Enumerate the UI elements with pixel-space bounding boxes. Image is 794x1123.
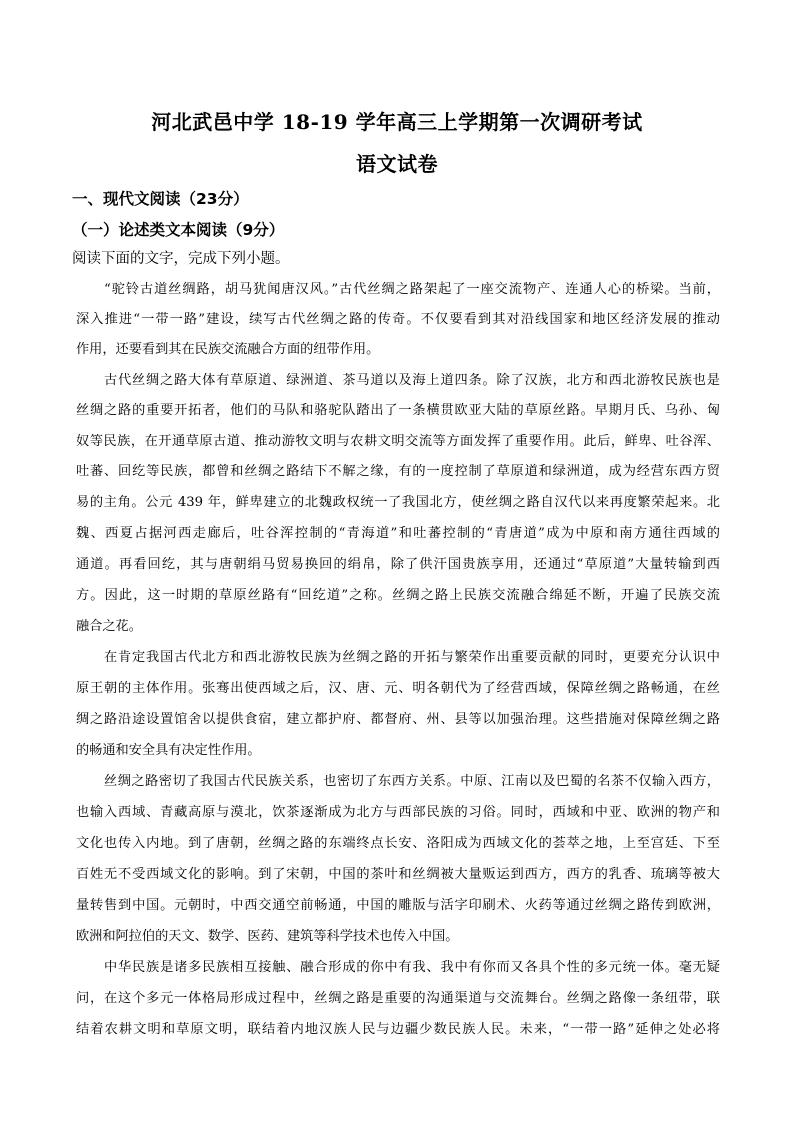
passage-line: 易的主角。公元 439 年，鲜卑建立的北魏政权统一了我国北方，使丝绸之路自汉代以来再度繁荣起来。北 bbox=[76, 495, 720, 510]
reading-instruction: 阅读下面的文字，完成下列小题。 bbox=[72, 251, 290, 267]
passage-line: 丝绸之路密切了我国古代民族关系，也密切了东西方关系。中原、江南以及巴蜀的名茶不仅输入西方， bbox=[104, 774, 720, 789]
passage-line: 也输入西域、青藏高原与漠北，饮茶逐渐成为北方与西部民族的习俗。同时，西域和中亚、欧洲的物产和 bbox=[76, 805, 720, 820]
passage-line: 作用，还要看到其在民族交流融合方面的纽带作用。 bbox=[76, 342, 380, 357]
passage-line: 丝绸之路的重要开拓者，他们的马队和骆驼队踏出了一条横贯欧亚大陆的草原丝路。早期月氏、乌孙、匈 bbox=[76, 403, 720, 418]
passage-line: 原王朝的主体作用。张骞出使西域之后，汉、唐、元、明各朝代为了经营西域，保障丝绸之路畅通，在丝 bbox=[76, 681, 720, 696]
exam-title: 河北武邑中学 18-19 学年高三上学期第一次调研考试 bbox=[151, 110, 643, 134]
passage-line: 的畅通和安全具有决定性作用。 bbox=[76, 743, 261, 758]
passage-line: 魏、西夏占据河西走廊后，吐谷浑控制的“青海道”和吐蕃控制的“青唐道”成为中原和南方通往西域的 bbox=[76, 526, 720, 541]
passage-line: 深入推进“一带一路”建设，续写古代丝绸之路的传奇。不仅要看到其对沿线国家和地区经济发展的推动 bbox=[76, 312, 720, 327]
passage-line: 吐蕃、回纥等民族，都曾和丝绸之路结下不解之缘，有的一度控制了草原道和绿洲道，成为经营东西方贸 bbox=[76, 464, 720, 479]
section-heading: 一、现代文阅读（23分） bbox=[72, 190, 249, 208]
exam-subtitle: 语文试卷 bbox=[356, 152, 438, 176]
passage-line: 中华民族是诸多民族相互接触、融合形成的你中有我、我中有你而又各具个性的多元统一体。毫无疑 bbox=[104, 960, 720, 975]
passage-line: 融合之花。 bbox=[76, 619, 142, 634]
passage-line: 文化也传入内地。到了唐朝，丝绸之路的东端终点长安、洛阳成为西域文化的荟萃之地，上至宫廷、下至 bbox=[76, 836, 720, 851]
passage-line: 问，在这个多元一体格局形成过程中，丝绸之路是重要的沟通渠道与交流舞台。丝绸之路像一条纽带，联 bbox=[76, 991, 720, 1006]
passage-line: 欧洲和阿拉伯的天文、数学、医药、建筑等科学技术也传入中国。 bbox=[76, 929, 459, 944]
passage-line: 结着农耕文明和草原文明，联结着内地汉族人民与边疆少数民族人民。未来，“一带一路”延伸之处必将 bbox=[76, 1022, 720, 1037]
passage-line: 古代丝绸之路大体有草原道、绿洲道、茶马道以及海上道四条。除了汉族，北方和西北游牧民族也是 bbox=[104, 373, 720, 388]
passage-line: “驼铃古道丝绸路，胡马犹闻唐汉风。”古代丝绸之路架起了一座交流物产、连通人心的桥梁。当前， bbox=[104, 282, 720, 297]
passage-line: 在肯定我国古代北方和西北游牧民族为丝绸之路的开拓与繁荣作出重要贡献的同时，更要充分认识中 bbox=[104, 650, 720, 665]
passage-line: 通道。再看回纥，其与唐朝绢马贸易换回的绢帛，除了供汗国贵族享用，还通过“草原道”大量转输到西 bbox=[76, 557, 720, 572]
passage-line: 量转售到中国。元朝时，中西交通空前畅通，中国的雕版与活字印刷术、火药等通过丝绸之路传到欧洲， bbox=[76, 898, 720, 913]
passage-line: 绸之路沿途设置馆舍以提供食宿，建立都护府、都督府、州、县等以加强治理。这些措施对保障丝绸之路 bbox=[76, 712, 720, 727]
passage-line: 方。因此，这一时期的草原丝路有“回纥道”之称。丝绸之路上民族交流融合绵延不断，开遍了民族交流 bbox=[76, 588, 720, 603]
passage-line: 百姓无不受西域文化的影响。到了宋朝，中国的茶叶和丝绸被大量贩运到西方，西方的乳香、琉璃等被大 bbox=[76, 867, 720, 882]
section-subheading: （一）论述类文本阅读（9分） bbox=[72, 221, 285, 239]
passage-line: 奴等民族，在开通草原古道、推动游牧文明与农耕文明交流等方面发挥了重要作用。此后，鲜卑、吐谷浑、 bbox=[76, 434, 720, 449]
